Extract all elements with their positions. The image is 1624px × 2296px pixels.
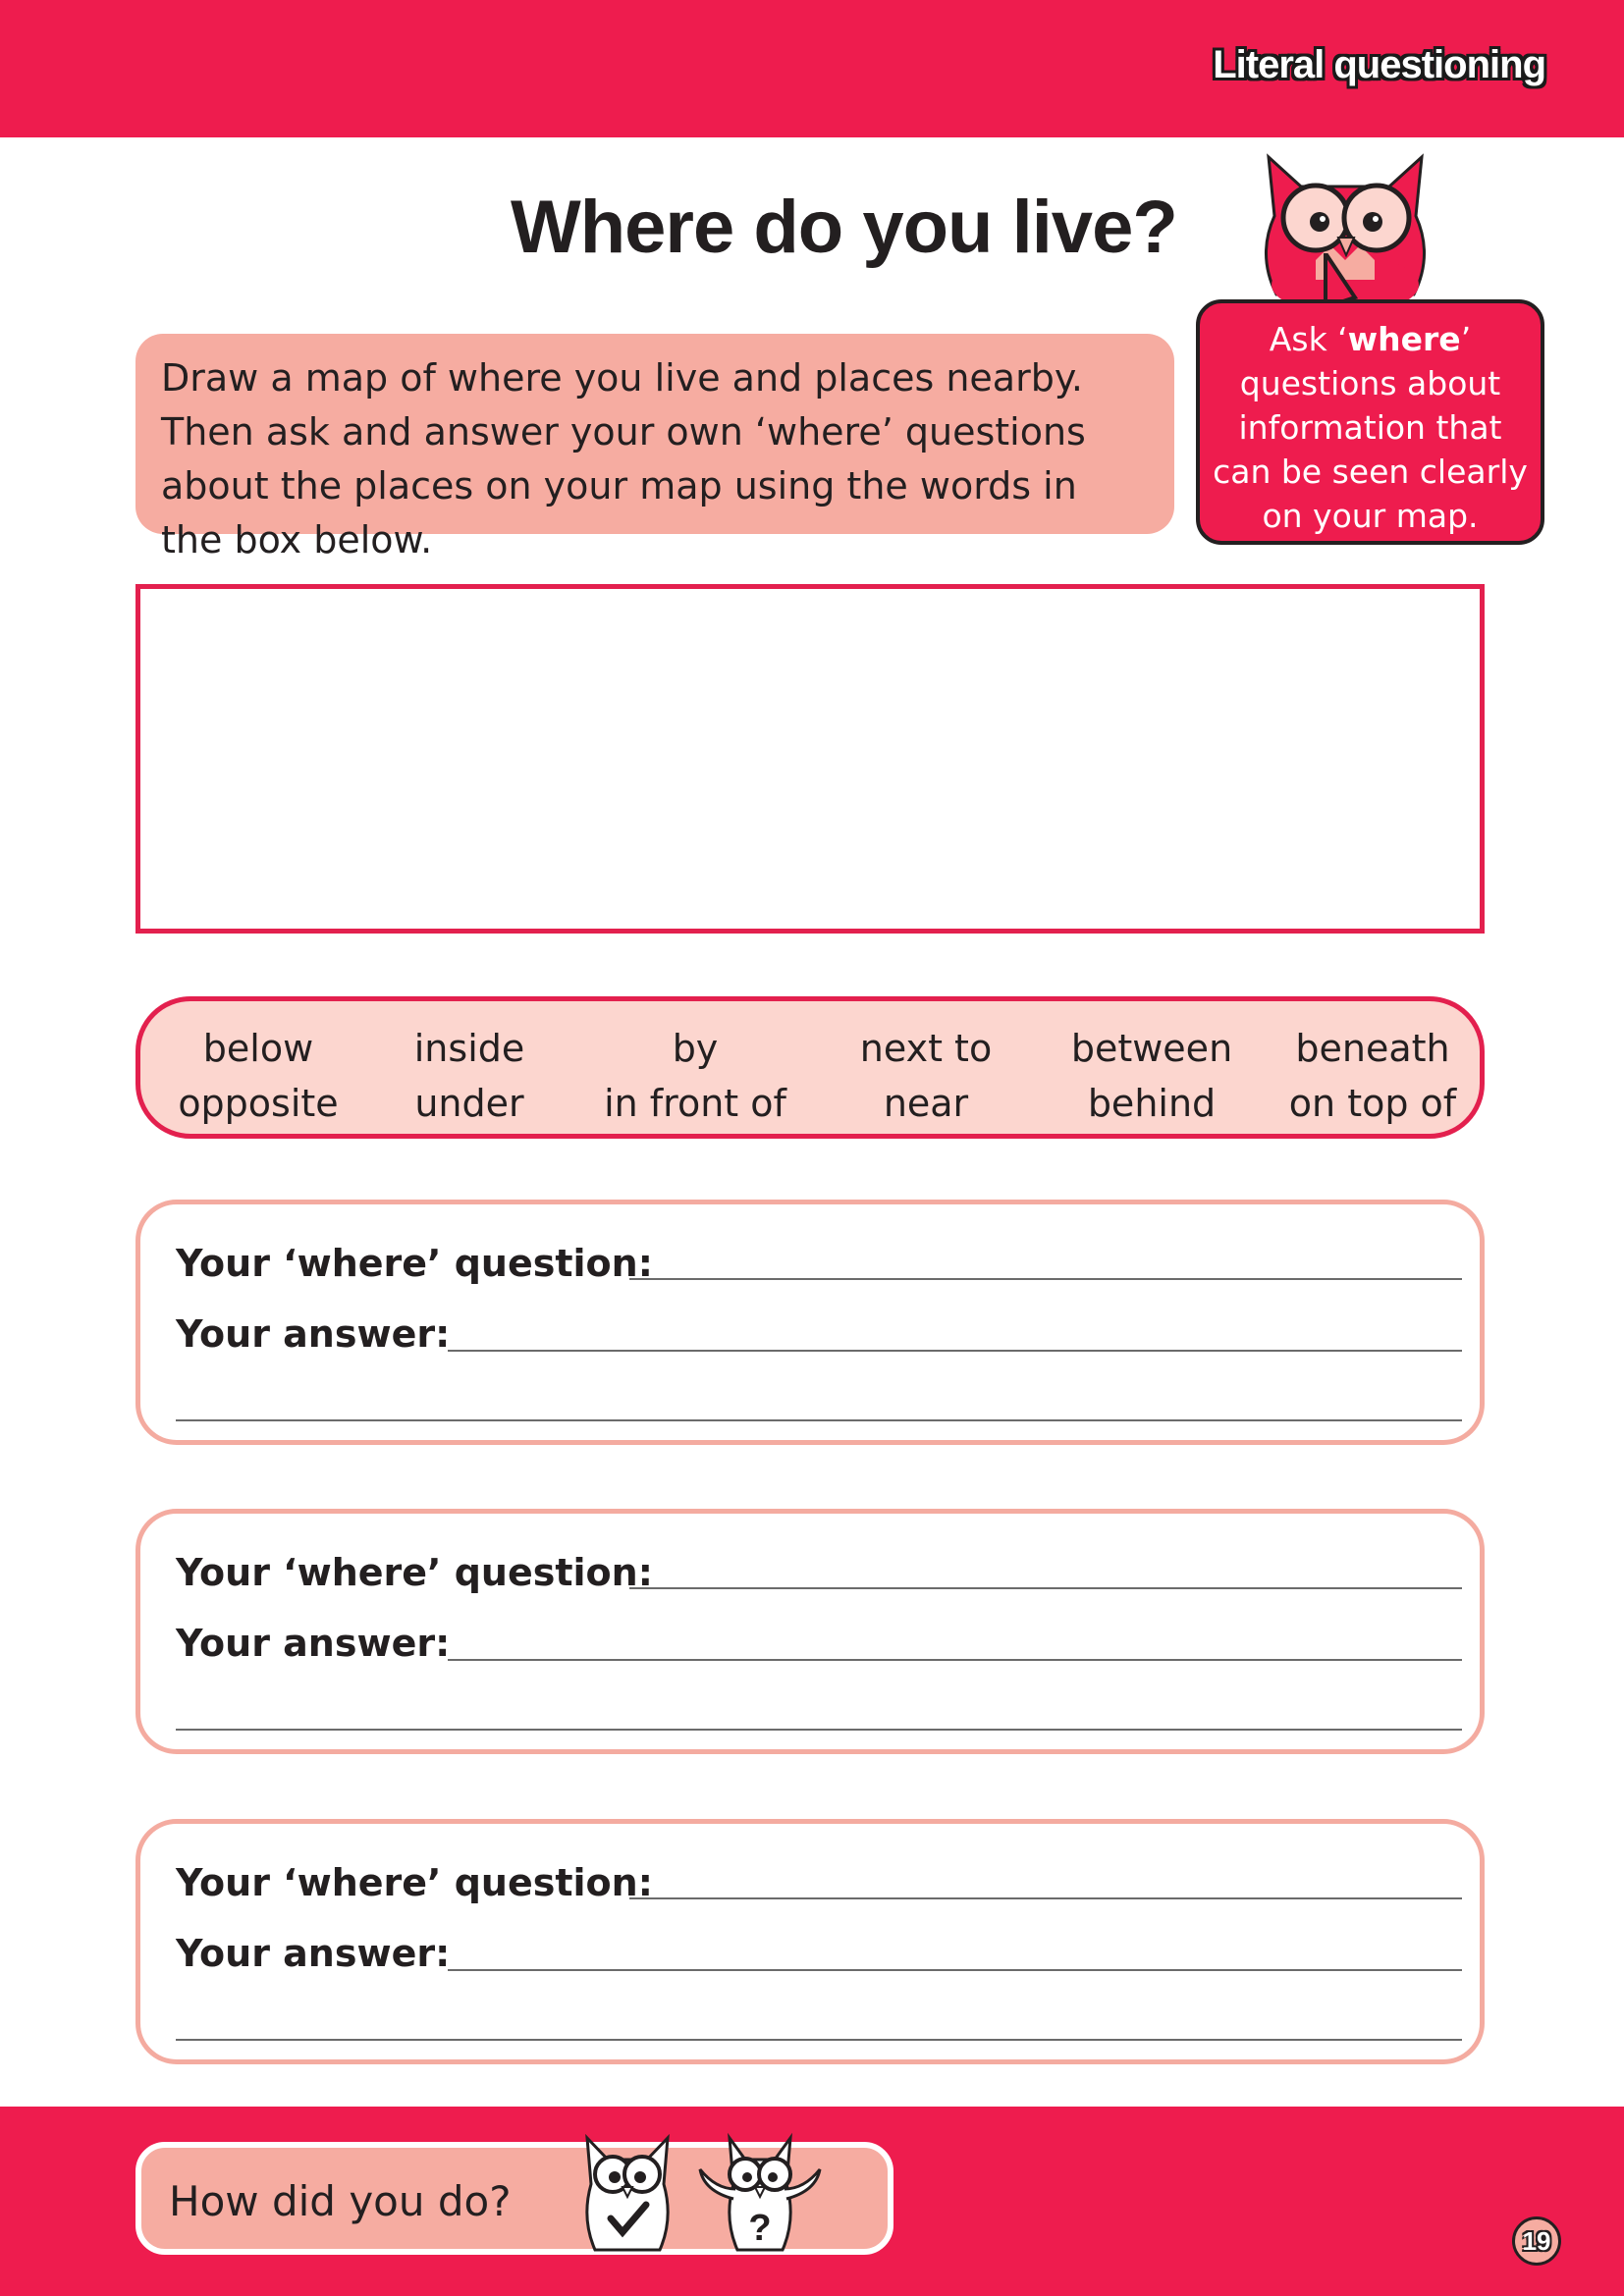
word-column: [587, 1021, 803, 1131]
word-item: opposite: [178, 1082, 339, 1125]
tip-bubble: [1196, 299, 1544, 545]
page-number: 19: [1512, 2216, 1561, 2266]
answer-line[interactable]: [448, 1659, 1462, 1661]
map-drawing-area[interactable]: [135, 584, 1485, 934]
owl-question-icon[interactable]: [696, 2130, 824, 2262]
word-item: by: [672, 1027, 719, 1070]
question-label: Your ‘where’ question:: [176, 1861, 653, 1904]
answer-line-extra[interactable]: [176, 1729, 1462, 1731]
word-item: below: [202, 1027, 314, 1070]
question-answer-line[interactable]: [629, 1587, 1462, 1589]
answer-label: Your answer:: [176, 1622, 451, 1665]
word-item: in front of: [604, 1082, 786, 1125]
question-answer-line[interactable]: [629, 1278, 1462, 1280]
word-item: on top of: [1288, 1082, 1457, 1125]
qa-box: [135, 1200, 1485, 1445]
word-item: behind: [1087, 1082, 1217, 1125]
word-item: near: [883, 1082, 969, 1125]
tip-text-before: Ask ‘: [1269, 320, 1348, 358]
qa-box: [135, 1509, 1485, 1754]
question-answer-line[interactable]: [629, 1897, 1462, 1899]
answer-label: Your answer:: [176, 1312, 451, 1356]
answer-line-extra[interactable]: [176, 2039, 1462, 2041]
answer-line[interactable]: [448, 1350, 1462, 1352]
answer-label: Your answer:: [176, 1932, 451, 1975]
word-column: [391, 1021, 548, 1131]
tip-text-after: ’ questions about information that can be seen clearly on your map.: [1213, 320, 1528, 535]
answer-line[interactable]: [448, 1969, 1462, 1971]
word-item: next to: [859, 1027, 993, 1070]
tip-text-bold: where: [1347, 320, 1461, 358]
question-label: Your ‘where’ question:: [176, 1242, 653, 1285]
answer-line-extra[interactable]: [176, 1419, 1462, 1421]
word-column: [170, 1021, 347, 1131]
word-bank: [135, 996, 1485, 1139]
how-did-you-do-label: How did you do?: [169, 2177, 512, 2225]
word-item: between: [1070, 1027, 1233, 1070]
word-column: [1054, 1021, 1250, 1131]
word-item: under: [414, 1082, 524, 1125]
how-did-you-do-panel: [135, 2142, 893, 2255]
word-item: beneath: [1295, 1027, 1450, 1070]
qa-box: [135, 1819, 1485, 2064]
owl-tick-icon[interactable]: [573, 2130, 681, 2262]
word-item: inside: [413, 1027, 525, 1070]
word-column: [1279, 1021, 1466, 1131]
section-title: Literal questioning: [1213, 43, 1545, 86]
instructions-panel: Draw a map of where you live and places nearby. Then ask and answer your own ‘where’ questions about the places on your map using the words in the box below.: [135, 334, 1174, 534]
page-title: Where do you live?: [511, 186, 1177, 269]
svg-text:?: ?: [748, 2208, 772, 2249]
word-column: [838, 1021, 1014, 1131]
question-label: Your ‘where’ question:: [176, 1551, 653, 1594]
